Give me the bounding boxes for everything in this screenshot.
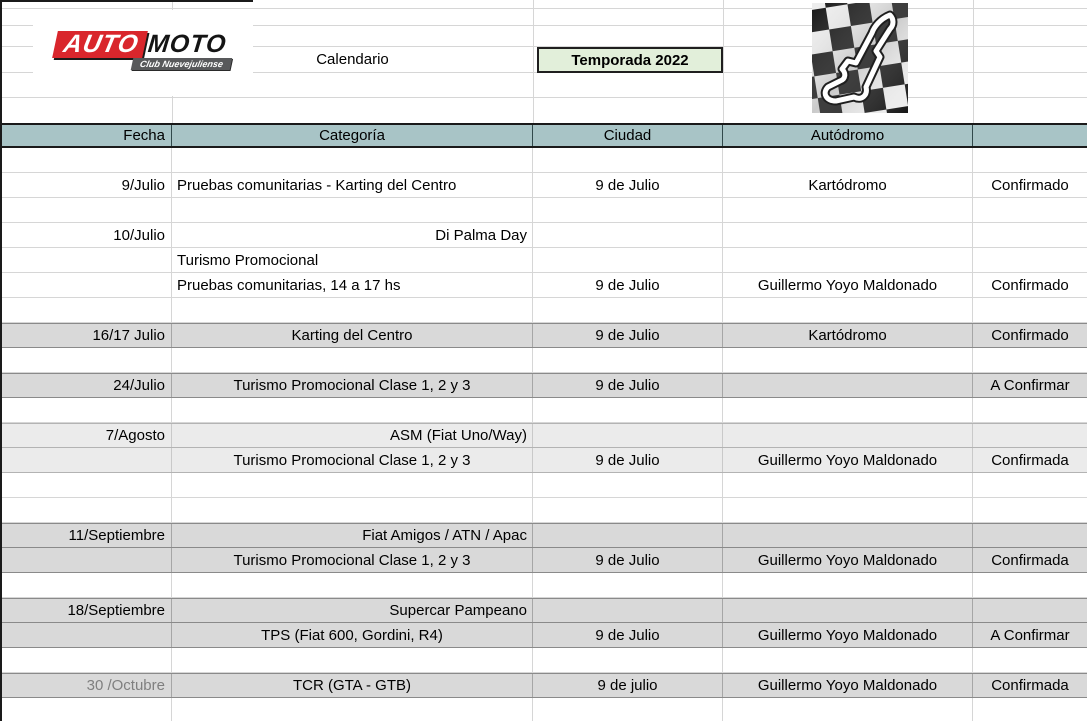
gridline [0,97,1087,98]
cell-ciudad[interactable]: 9 de Julio [533,623,723,647]
cell-ciudad[interactable]: 9 de Julio [533,448,723,472]
calendario-cell[interactable]: Calendario [316,50,389,68]
logo-moto-text: MOTO [146,30,229,58]
cell-ciudad[interactable] [533,424,723,447]
cell-categoria[interactable] [172,473,533,497]
cell-ciudad[interactable] [533,198,723,222]
table-row [0,148,1087,173]
table-row [0,323,1087,348]
table-row [0,648,1087,673]
cell-autodromo[interactable] [723,648,973,672]
cell-ciudad[interactable] [533,698,723,721]
table-row [0,573,1087,598]
table-header-row [0,123,1087,148]
gridline [0,8,1087,9]
cell-autodromo[interactable]: Guillermo Yoyo Maldonado [723,548,973,572]
cell-ciudad[interactable]: 9 de Julio [533,548,723,572]
table-row [0,423,1087,448]
cell-fecha[interactable]: 16/17 Julio [0,324,172,347]
cell-fecha[interactable] [0,548,172,572]
table-row [0,398,1087,423]
cell-estado[interactable] [973,424,1087,447]
header-estado[interactable] [973,125,1087,146]
cell-fecha[interactable] [0,248,172,272]
cell-estado[interactable] [973,648,1087,672]
gridline [723,0,724,123]
table-row [0,273,1087,298]
table-row [0,673,1087,698]
cell-fecha[interactable] [0,498,172,522]
table-row [0,473,1087,498]
cell-ciudad[interactable] [533,148,723,172]
cell-autodromo[interactable] [723,148,973,172]
cell-ciudad[interactable]: 9 de julio [533,674,723,697]
cell-fecha[interactable] [0,648,172,672]
cell-estado[interactable] [973,524,1087,547]
cell-estado[interactable]: Confirmado [991,276,1069,294]
cell-estado[interactable]: Confirmada [991,677,1069,694]
cell-fecha[interactable]: 24/Julio [0,374,172,397]
cell-categoria[interactable]: ASM (Fiat Uno/Way) [172,424,533,447]
cell-autodromo[interactable] [723,398,973,422]
cell-ciudad[interactable] [533,573,723,597]
sheet-top-border [0,0,253,2]
table-row [0,373,1087,398]
race-track-image [812,3,908,113]
cell-estado[interactable] [973,473,1087,497]
cell-fecha[interactable] [0,623,172,647]
cell-categoria[interactable]: Supercar Pampeano [172,599,533,622]
table-row [0,598,1087,623]
cell-categoria[interactable]: Turismo Promocional Clase 1, 2 y 3 [172,448,533,472]
cell-categoria[interactable]: Karting del Centro [172,324,533,347]
cell-estado[interactable] [973,573,1087,597]
cell-categoria[interactable]: TPS (Fiat 600, Gordini, R4) [172,623,533,647]
header-fecha[interactable]: Fecha [0,125,172,146]
table-row [0,298,1087,323]
cell-estado[interactable]: Confirmada [991,451,1069,469]
cell-categoria[interactable] [172,198,533,222]
cell-autodromo[interactable]: Kartódromo [723,324,973,347]
cell-fecha[interactable] [0,298,172,322]
cell-ciudad[interactable] [533,298,723,322]
table-row [0,498,1087,523]
cell-fecha[interactable]: 7/Agosto [0,424,172,447]
cell-fecha[interactable] [0,273,172,297]
cell-ciudad[interactable]: 9 de Julio [533,324,723,347]
cell-autodromo[interactable] [723,348,973,372]
sheet-left-border [0,0,2,721]
cell-autodromo[interactable]: Guillermo Yoyo Maldonado [723,674,973,697]
cell-fecha[interactable]: 10/Julio [0,223,172,247]
cell-autodromo[interactable] [723,698,973,721]
cell-estado[interactable] [973,698,1087,721]
cell-ciudad[interactable] [533,348,723,372]
cell-estado[interactable] [973,198,1087,222]
cell-categoria[interactable] [172,573,533,597]
cell-fecha[interactable]: 30 /Octubre [0,674,172,697]
cell-ciudad[interactable] [533,524,723,547]
table-row [0,248,1087,273]
cell-autodromo[interactable] [723,498,973,522]
cell-autodromo[interactable] [723,298,973,322]
cell-ciudad[interactable] [533,648,723,672]
cell-autodromo[interactable] [723,198,973,222]
table-row [0,448,1087,473]
cell-autodromo[interactable]: Guillermo Yoyo Maldonado [723,448,973,472]
cell-estado[interactable] [973,298,1087,322]
cell-fecha[interactable]: 11/Septiembre [0,524,172,547]
cell-estado[interactable] [973,599,1087,622]
cell-categoria[interactable]: TCR (GTA - GTB) [172,674,533,697]
cell-fecha[interactable] [0,448,172,472]
header-categoria[interactable]: Categoría [172,125,533,146]
cell-categoria[interactable] [172,648,533,672]
cell-fecha[interactable] [0,473,172,497]
table-row [0,223,1087,248]
cell-ciudad[interactable] [533,248,723,272]
table-row [0,548,1087,573]
temporada-cell[interactable]: Temporada 2022 [537,47,723,73]
cell-fecha[interactable] [0,348,172,372]
logo-auto-text: AUTO [52,31,148,58]
cell-autodromo[interactable]: Guillermo Yoyo Maldonado [723,273,973,297]
cell-ciudad[interactable]: 9 de Julio [533,273,723,297]
cell-estado[interactable] [973,223,1087,247]
gridline [973,0,974,123]
cell-categoria[interactable] [172,398,533,422]
cell-categoria[interactable] [172,148,533,172]
cell-autodromo[interactable]: Kartódromo [723,173,973,197]
cell-estado[interactable]: Confirmado [991,176,1069,194]
cell-ciudad[interactable] [533,473,723,497]
table-row [0,348,1087,373]
cell-categoria[interactable]: Fiat Amigos / ATN / Apac [172,524,533,547]
cell-estado[interactable]: A Confirmar [990,377,1070,394]
cell-autodromo[interactable] [723,374,973,397]
cell-ciudad[interactable] [533,498,723,522]
cell-estado[interactable] [973,498,1087,522]
cell-fecha[interactable] [0,573,172,597]
cell-fecha[interactable] [0,198,172,222]
table-row [0,523,1087,548]
cell-categoria[interactable]: Turismo Promocional [172,248,533,272]
cell-categoria[interactable]: Di Palma Day [172,223,533,247]
cell-autodromo[interactable] [723,223,973,247]
header-autodromo[interactable]: Autódromo [723,125,973,146]
cell-categoria[interactable] [172,348,533,372]
cell-categoria[interactable] [172,298,533,322]
cell-fecha[interactable] [0,398,172,422]
cell-estado[interactable] [973,248,1087,272]
table-row [0,173,1087,198]
cell-categoria[interactable] [172,698,533,721]
cell-fecha[interactable]: 9/Julio [0,173,172,197]
cell-autodromo[interactable] [723,573,973,597]
cell-estado[interactable]: Confirmado [991,327,1069,344]
cell-autodromo[interactable]: Guillermo Yoyo Maldonado [723,623,973,647]
cell-autodromo[interactable] [723,473,973,497]
header-ciudad[interactable]: Ciudad [533,125,723,146]
cell-autodromo[interactable] [723,424,973,447]
table-row [0,198,1087,223]
cell-fecha[interactable]: 18/Septiembre [0,599,172,622]
cell-ciudad[interactable] [533,398,723,422]
cell-categoria[interactable]: Pruebas comunitarias, 14 a 17 hs [172,273,533,297]
cell-autodromo[interactable] [723,524,973,547]
cell-estado[interactable]: Confirmada [991,551,1069,569]
cell-estado[interactable] [973,348,1087,372]
table-row [0,698,1087,721]
cell-estado[interactable]: A Confirmar [990,626,1070,644]
cell-fecha[interactable] [0,148,172,172]
cell-ciudad[interactable]: 9 de Julio [533,173,723,197]
cell-categoria[interactable] [172,498,533,522]
cell-categoria[interactable]: Turismo Promocional Clase 1, 2 y 3 [172,374,533,397]
cell-fecha[interactable] [0,698,172,721]
cell-categoria[interactable]: Turismo Promocional Clase 1, 2 y 3 [172,548,533,572]
cell-categoria[interactable]: Pruebas comunitarias - Karting del Centro [172,173,533,197]
logo-subtitle: Club Nuevejuliense [131,58,233,70]
gridline [533,0,534,123]
cell-ciudad[interactable]: 9 de Julio [533,374,723,397]
cell-ciudad[interactable] [533,599,723,622]
cell-autodromo[interactable] [723,599,973,622]
cell-estado[interactable] [973,398,1087,422]
cell-ciudad[interactable] [533,223,723,247]
table-row [0,623,1087,648]
cell-estado[interactable] [973,148,1087,172]
cell-autodromo[interactable] [723,248,973,272]
